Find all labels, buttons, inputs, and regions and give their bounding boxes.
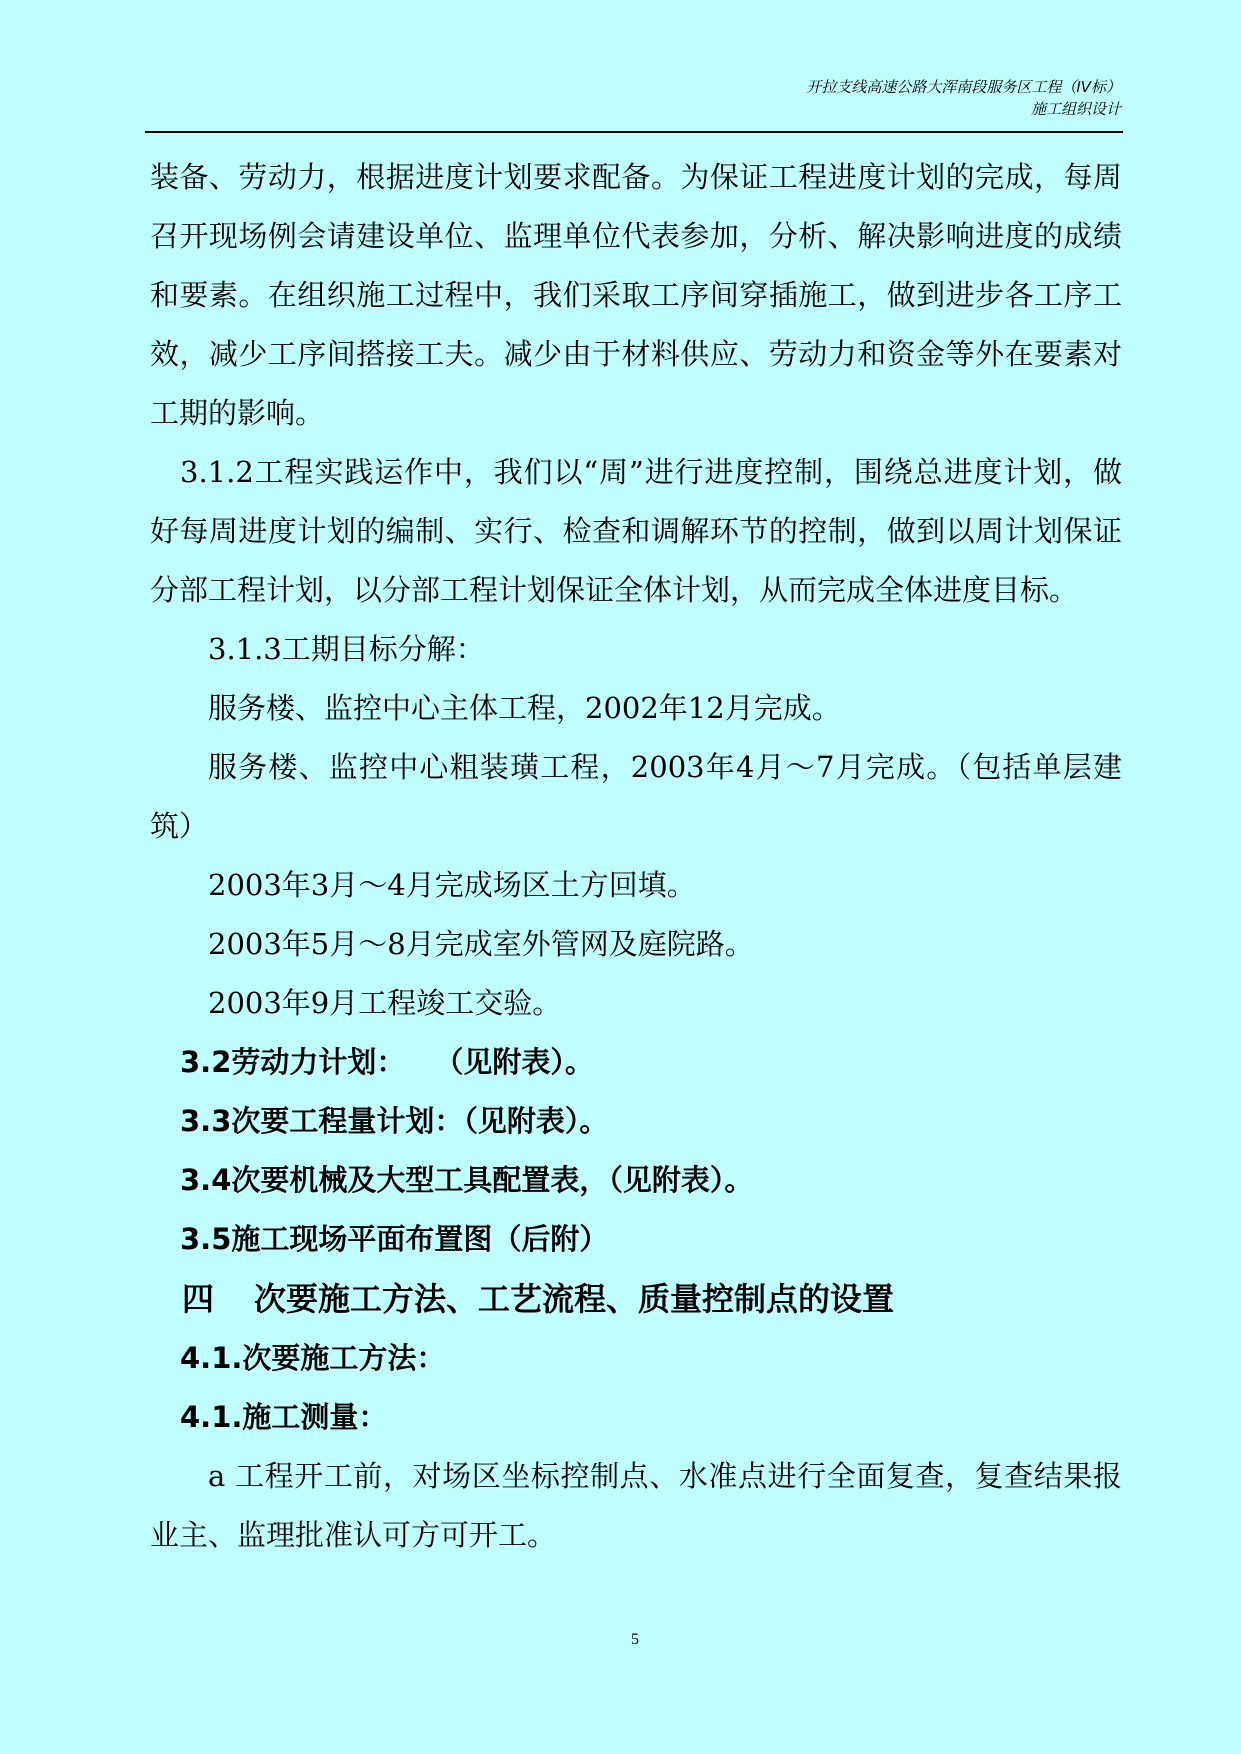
paragraph-continuation: 装备、劳动力，根据进度计划要求配备。为保证工程进度计划的完成，每周召开现场例会请建设单位、监理单位代表参加，分析、解决影响进度的成绩和要素。在组织施工过程中，我们采取工序间穿插施工，做到进步各工序工效，减少工序间搭接工夫。减少由于材料供应、劳动力和资金等外在要素对工期的影响。: [150, 160, 1122, 430]
quantity-plan-item: 3.3次要工程量计划：（见附表）。: [180, 1104, 609, 1138]
section-heading: [150, 1269, 1122, 1329]
milestone-outdoor-pipes: 2003年5月～8月完成室外管网及庭院路。: [208, 927, 754, 961]
milestone-rough-decoration: 服务楼、监控中心粗装璜工程，2003年4月～7月完成。（包括单层建筑）: [150, 750, 1122, 843]
page-body: [150, 148, 1122, 1565]
page-number: 5: [631, 1631, 639, 1648]
subheading-survey: 4.1.施工测量：: [180, 1400, 388, 1434]
running-header: [806, 76, 1121, 120]
header-project-title: 开拉支线高速公路大浑南段服务区工程（IV标）: [806, 78, 1121, 96]
machinery-table-item: 3.4次要机械及大型工具配置表，（见附表）。: [180, 1163, 754, 1197]
milestone-main-structure: 服务楼、监控中心主体工程，2002年12月完成。: [208, 691, 841, 725]
paragraph-3-1-3: 3.1.3工期目标分解：: [208, 632, 485, 666]
labor-plan-item: 3.2劳动力计划： （见附表）。: [180, 1045, 594, 1079]
paragraph-3-1-2: 3.1.2工程实践运作中，我们以“周”进行进度控制，围绕总进度计划，做好每周进度计划的编制、实行、检查和调解环节的控制，做到以周计划保证分部工程计划，以分部工程计划保证全体计划，从而完成全体进度目标。: [150, 455, 1122, 607]
paragraph-survey-check: a 工程开工前，对场区坐标控制点、水准点进行全面复查，复查结果报业主、监理批准认可方可开工。: [150, 1459, 1122, 1552]
section-number: 四: [182, 1280, 215, 1318]
subheading-construction-methods: 4.1.次要施工方法：: [180, 1341, 446, 1375]
site-layout-item: 3.5施工现场平面布置图（后附）: [180, 1222, 609, 1256]
section-title: 次要施工方法、工艺流程、质量控制点的设置: [254, 1280, 895, 1318]
milestone-earth-backfill: 2003年3月～4月完成场区土方回填。: [208, 868, 696, 902]
header-document-title: 施工组织设计: [1030, 100, 1121, 118]
milestone-completion: 2003年9月工程竣工交验。: [208, 986, 562, 1020]
header-divider: [145, 131, 1123, 133]
